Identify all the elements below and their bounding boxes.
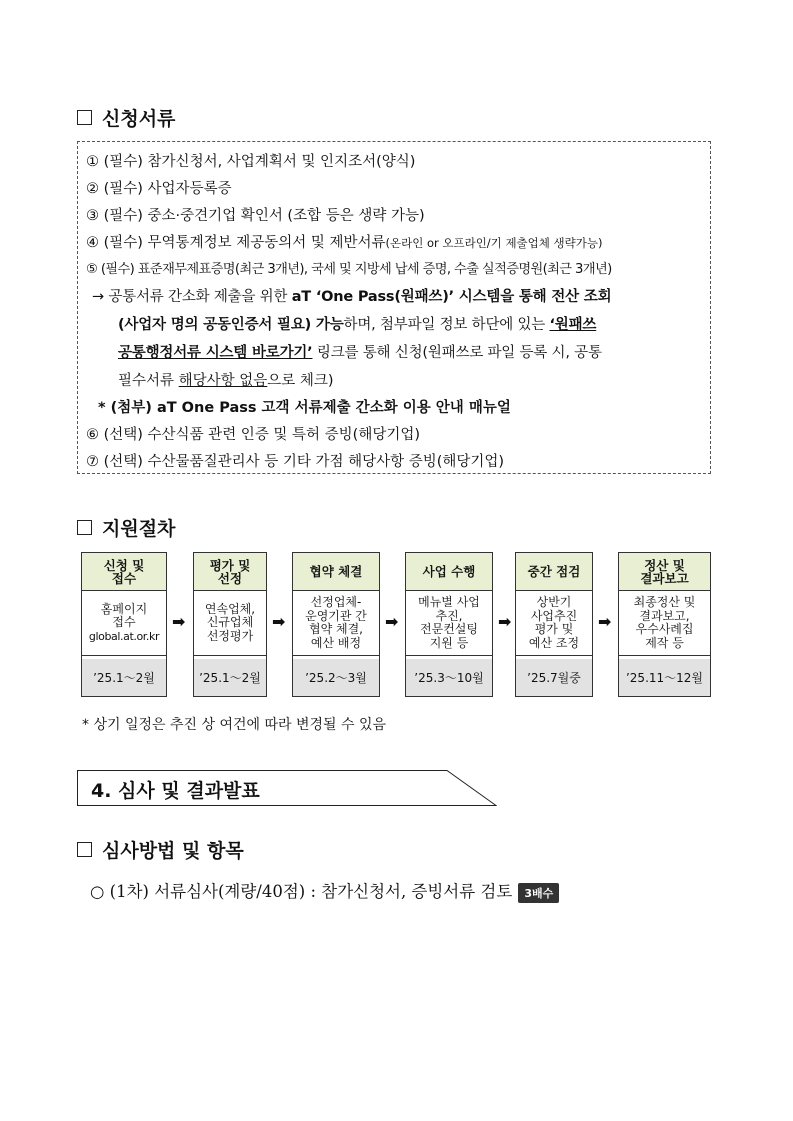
doc-item-3: ③ (필수) 중소·중견기업 확인서 (조합 등은 생략 가능): [86, 208, 425, 224]
documents-heading: [77, 104, 175, 131]
procedure-step-6: 정산 및 결과보고 최종정산 및 결과보고, 우수사례집 제작 등 ’25.11～12월: [618, 552, 711, 697]
onepass-link-cont[interactable]: 공통행정서류 시스템 바로가기’: [118, 345, 313, 361]
doc-item-7: ⑦ (선택) 수산물품질관리사 등 기타 가점 해당사항 증빙(해당기업): [86, 454, 505, 470]
doc-item-5: ⑤ (필수) 표준재무제표증명(최근 3개년), 국세 및 지방세 납세 증명, 수출 실적증명원(최근 3개년): [86, 262, 612, 277]
procedure-heading-text: 지원절차: [102, 518, 176, 540]
review-heading: [77, 836, 244, 863]
schedule-note: * 상기 일정은 추진 상 여건에 따라 변경될 수 있음: [82, 717, 387, 733]
procedure-step-1: 신청 및 접수 홈페이지 접수 global.at.or.kr ’25.1～2월: [81, 552, 167, 697]
review-heading-text: 심사방법 및 항목: [102, 840, 244, 862]
doc-item-1: ① (필수) 참가신청서, 사업계획서 및 인지조서(양식): [86, 154, 416, 170]
documents-box: [77, 141, 711, 474]
section-4-title-bar: [77, 770, 497, 806]
section-4-title: 4. 심사 및 결과발표: [91, 780, 260, 802]
checkbox-icon: [77, 842, 92, 857]
procedure-step-4: 사업 수행 메뉴별 사업 추진, 전문컨설팅 지원 등 ’25.3～10월: [405, 552, 493, 697]
arrow-icon: ➡: [598, 612, 612, 631]
multiplier-badge: 3배수: [518, 883, 559, 903]
doc-item-2: ② (필수) 사업자등록증: [86, 181, 232, 197]
procedure-step-2: 평가 및 선정 연속업체, 신규업체 선정평가 ’25.1～2월: [193, 552, 267, 697]
arrow-icon: ➡: [498, 612, 512, 631]
documents-heading-text: 신청서류: [102, 108, 176, 130]
procedure-step-5: 중간 점검 상반기 사업추진 평가 및 예산 조정 ’25.7월중: [515, 552, 593, 697]
onepass-line-4: 필수서류 해당사항 없음으로 체크): [118, 373, 334, 389]
procedure-step-3: 협약 체결 선정업체- 운영기관 간 협약 체결, 예산 배정 ’25.2～3월: [292, 552, 380, 697]
doc-item-4: ④ (필수) 무역통계정보 제공동의서 및 제반서류(온라인 or 오프라인/기 제출업체 생략가능): [86, 235, 603, 251]
onepass-link[interactable]: ‘원패쓰: [549, 317, 597, 333]
arrow-icon: ➡: [385, 612, 399, 631]
onepass-line-2: (사업자 명의 공동인증서 필요) 가능하며, 첨부파일 정보 하단에 있는 ‘원패쓰: [118, 317, 597, 333]
checkbox-icon: [77, 520, 92, 535]
attachment-note: * (첨부) aT One Pass 고객 서류제출 간소화 이용 안내 매뉴얼: [98, 400, 511, 416]
onepass-line-3: 공통행정서류 시스템 바로가기’ 링크를 통해 신청(원패쓰로 파일 등록 시, 공통: [118, 345, 602, 361]
review-item-1: ○ (1차) 서류심사(계량/40점) : 참가신청서, 증빙서류 검토 3배수: [90, 878, 559, 903]
procedure-heading: [77, 514, 175, 541]
onepass-line-1: → 공통서류 간소화 제출을 위한 aT ‘One Pass(원패쓰)’ 시스템을 통해 전산 조회: [92, 289, 612, 305]
arrow-icon: ➡: [172, 612, 186, 631]
doc-item-6: ⑥ (선택) 수산식품 관련 인증 및 특허 증빙(해당기업): [86, 427, 421, 443]
checkbox-icon: [77, 110, 92, 125]
arrow-icon: ➡: [272, 612, 286, 631]
